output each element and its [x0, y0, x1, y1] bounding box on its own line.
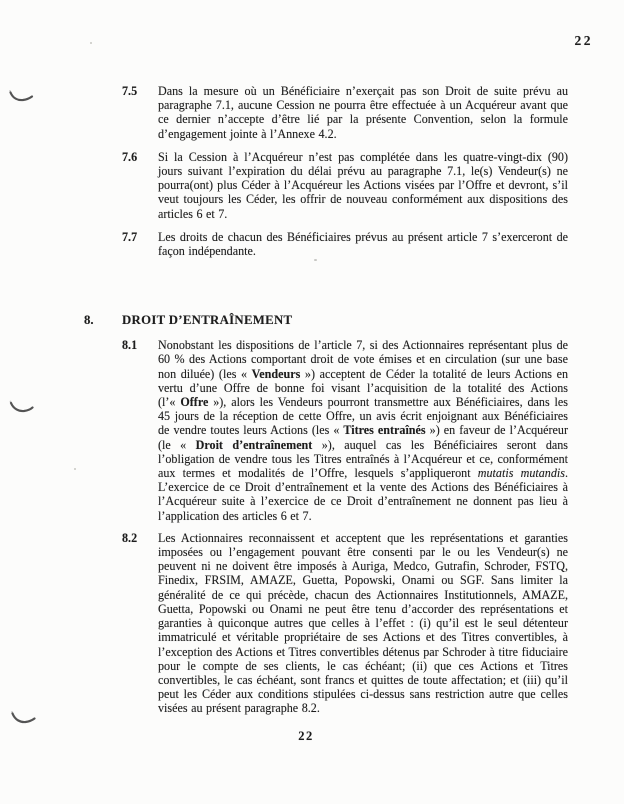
clause-number: 7.5	[122, 84, 138, 98]
pen-tick-mark-1	[8, 89, 34, 103]
clause-number: 7.7	[122, 229, 138, 244]
document-body	[84, 84, 569, 716]
clause-7-7	[122, 230, 568, 258]
section-number: 8.	[84, 313, 94, 328]
clause-text: Nonobstant les dispositions de l’article 7, si des Actionnaires représentant plus de 60 % des Actions comportant droit de vote émises et en circulation (sur une base non diluée) (les « Vendeurs ») acceptent de Céder la totalité de leurs Actions en vertu d’une Offre de bonne foi visant l’acquisition de la totalité des Actions (l’« Offre »), alors les Vendeurs pourront transmettre aux Bénéficiaires, dans les 45 jours de la réception de cette Offre, un avis écrit enjoignant aux Bénéficiaires de vendre toutes leurs Actions (les « Titres entraînés ») en faveur de l’Acquéreur (le « Droit d’entraînement »), auquel cas les Bénéficiaires seront dans l’obligation de vendre tous les Titres entraînés à l’Acquéreur et ce, conformément aux termes et modalités de l’Offre, lesquels s’appliqueront mutatis mutandis. L’exercice de ce Droit d’entraînement et la vente des Actions des Bénéficiaires à l’Acquéreur suite à l’exercice de ce Droit d’entraînement ne donnent pas lieu à l’application des articles 6 et 7.	[158, 338, 569, 523]
clause-number: 8.1	[122, 338, 138, 353]
clause-number: 7.6	[122, 149, 138, 164]
clause-text: Si la Cession à l’Acquéreur n’est pas complétée dans les quatre-vingt-dix (90) jours suivant l’expiration du délai prévu au paragraphe 7.1, le(s) Vendeur(s) ne pourra(ont) plus Céder à l’Acquéreur les Actions visées par l’Offre et devront, s’il veut toujours les Céder, les offrir de nouveau conformément aux dispositions des articles 6 et 7.	[158, 149, 568, 221]
clause-number: 8.2	[122, 530, 138, 545]
clause-text: Les Actionnaires reconnaissent et acceptent que les représentations et garanties imposées ou l’engagement pouvant être consenti par le ou les Vendeur(s) ne peuvent ni ne doivent être imposés à Auriga, Medco, Gutrafin, Schroder, FSTQ, Finedix, FRSIM, AMAZE, Guetta, Popowski, Onami ou SGF. Sans limiter la généralité de ce qui précède, chacun des Actionnaires Institutionnels, AMAZE, Guetta, Popowski ou Onami ne peut être tenu d’accorder des représentations et garanties à quiconque autres que celles à l’effet : (i) qu’il est le seul détenteur immatriculé et véritable propriétaire de ses Actions et des Titres convertibles, à l’exception des Actions et Titres convertibles détenus par Schroder à titre fiduciaire pour le compte de ses clients, le cas échéant; (ii) que ces Actions et Titres convertibles, le cas échéant, sont francs et quittes de toute affectation; et (iii) qu’il peut les Céder aux conditions stipulées ci-dessus sans restriction autre que celles visées au présent paragraphe 8.2.	[158, 530, 568, 716]
clause-text: Les droits de chacun des Bénéficiaires prévus au présent article 7 s’exerceront de façon indépendante.	[158, 229, 568, 259]
clause-7-6	[122, 150, 568, 221]
clause-text: Dans la mesure où un Bénéficiaire n’exerçait pas son Droit de suite prévu au paragraphe 7.1, aucune Cession ne pourra être effectuée à un Acquéreur avant que ce dernier n’accepte d’être lié par la présente Convention, selon la formule d’engagement jointe à l’Annexe 4.2.	[158, 84, 568, 141]
pen-tick-mark-3	[10, 709, 36, 725]
section-title: DROIT D’ENTRAÎNEMENT	[122, 313, 293, 328]
scan-speck	[74, 468, 76, 470]
section-8-heading	[84, 313, 568, 328]
clause-7-5	[122, 84, 568, 141]
page-number-bottom: 22	[298, 729, 314, 743]
pen-tick-mark-2	[8, 399, 34, 414]
scan-speck	[90, 42, 92, 44]
clause-8-2	[122, 531, 568, 716]
page-number-top: 22	[574, 33, 593, 48]
clause-8-1	[122, 338, 568, 523]
